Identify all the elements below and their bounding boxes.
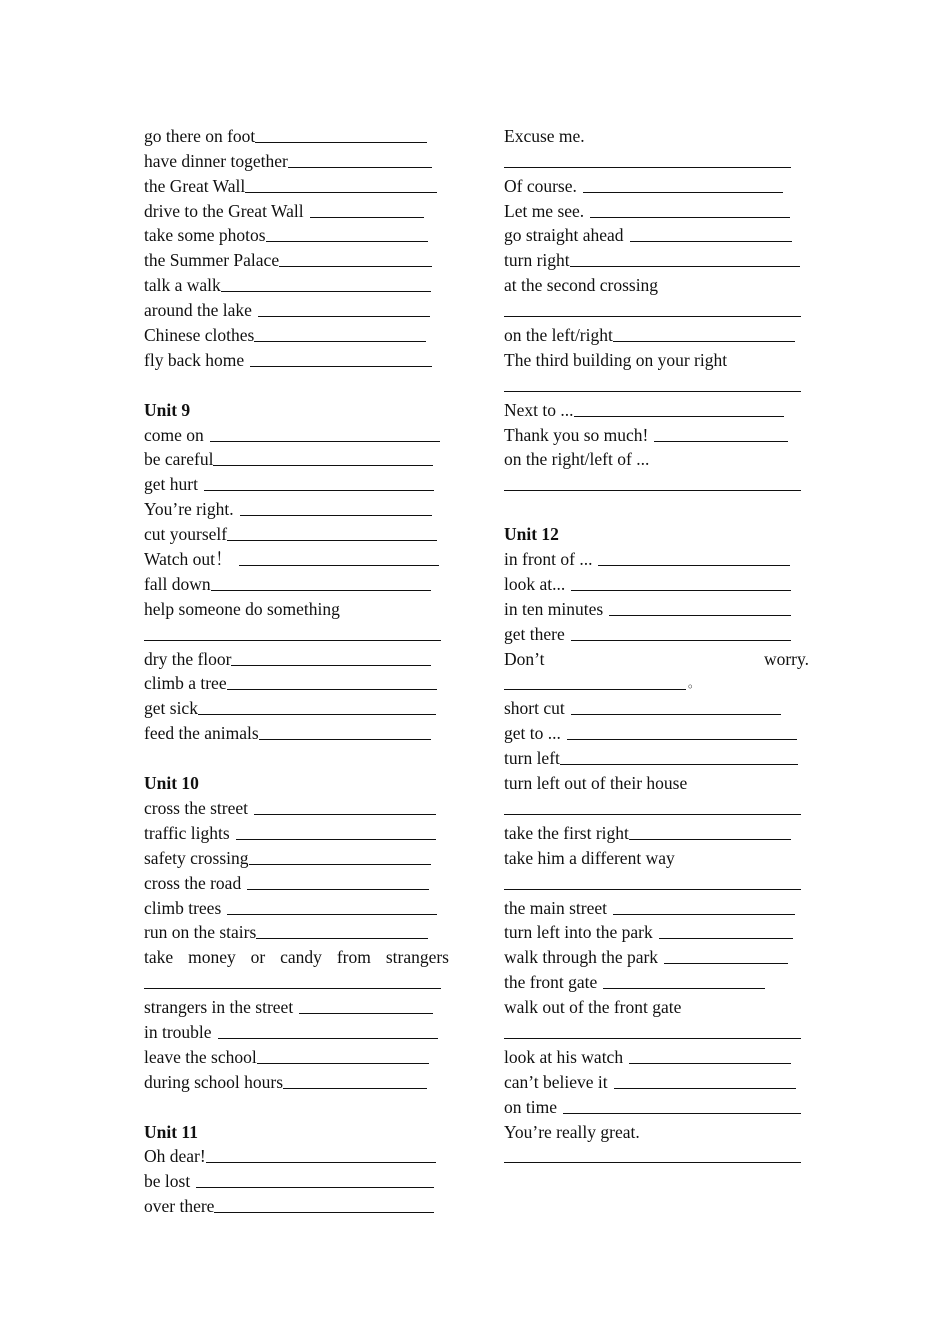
answer-blank[interactable] xyxy=(198,713,436,715)
phrase-line xyxy=(504,1045,809,1070)
phrase-line xyxy=(144,846,449,871)
answer-blank[interactable] xyxy=(255,141,427,143)
phrase-line xyxy=(144,796,449,821)
phrase-line xyxy=(504,423,809,448)
phrase-line xyxy=(144,547,449,572)
answer-blank[interactable] xyxy=(664,962,788,964)
phrase-text: The third building on your right xyxy=(504,349,728,370)
answer-blank[interactable] xyxy=(144,639,441,641)
phrase-text: turn right xyxy=(504,250,570,271)
phrase-line xyxy=(504,771,809,796)
answer-blank[interactable] xyxy=(211,589,431,591)
answer-blank[interactable] xyxy=(504,688,686,690)
phrase-text: climb trees xyxy=(144,897,222,918)
phrase-text: You’re really great. xyxy=(504,1121,640,1142)
phrase-text: the Great Wall xyxy=(144,175,246,196)
phrase-line xyxy=(504,846,809,871)
phrase-line xyxy=(504,1095,809,1120)
answer-blank[interactable] xyxy=(257,1062,429,1064)
answer-blank[interactable] xyxy=(603,987,765,989)
phrase-line xyxy=(144,273,449,298)
answer-blank[interactable] xyxy=(567,738,797,740)
answer-blank[interactable] xyxy=(629,1062,791,1064)
answer-blank[interactable] xyxy=(279,265,432,267)
answer-blank[interactable] xyxy=(583,191,783,193)
answer-blank[interactable] xyxy=(214,1211,434,1213)
phrase-word: take xyxy=(144,947,174,968)
answer-blank[interactable] xyxy=(218,1037,438,1039)
answer-blank[interactable] xyxy=(571,589,791,591)
unit-heading-text: Unit 12 xyxy=(504,524,559,545)
phrase-line xyxy=(504,696,809,721)
unit-heading-text: Unit 9 xyxy=(144,399,191,420)
phrase-line xyxy=(504,721,809,746)
answer-blank[interactable] xyxy=(571,639,791,641)
phrase-text: Watch out！ xyxy=(144,549,233,570)
answer-blank[interactable] xyxy=(310,216,424,218)
phrase-line xyxy=(144,348,449,373)
answer-line xyxy=(504,871,809,896)
phrase-text: get there xyxy=(504,623,565,644)
answer-blank[interactable] xyxy=(204,489,434,491)
phrase-text: can’t believe it xyxy=(504,1071,608,1092)
phrase-text: around the lake xyxy=(144,300,252,321)
answer-blank[interactable] xyxy=(504,489,801,491)
phrase-line xyxy=(504,323,809,348)
answer-blank[interactable] xyxy=(144,987,441,989)
answer-blank[interactable] xyxy=(574,415,784,417)
answer-blank[interactable] xyxy=(613,913,795,915)
phrase-text: Chinese clothes xyxy=(144,325,255,346)
phrase-line xyxy=(144,423,449,448)
phrase-line xyxy=(504,597,809,622)
phrase-text: cross the road xyxy=(144,872,242,893)
answer-blank[interactable] xyxy=(245,191,437,193)
answer-blank[interactable] xyxy=(299,1012,433,1014)
answer-blank[interactable] xyxy=(560,763,798,765)
phrase-text: in front of ... xyxy=(504,549,593,570)
phrase-line xyxy=(144,921,449,946)
answer-blank[interactable] xyxy=(571,713,781,715)
phrase-line xyxy=(144,1169,449,1194)
phrase-line xyxy=(144,472,449,497)
phrase-line xyxy=(144,721,449,746)
answer-blank[interactable] xyxy=(206,1161,436,1163)
phrase-line xyxy=(144,522,449,547)
phrase-line xyxy=(144,224,449,249)
phrase-line xyxy=(144,597,449,622)
phrase-text: strangers in the street xyxy=(144,997,294,1018)
answer-blank[interactable] xyxy=(266,240,428,242)
phrase-text: take the first right xyxy=(504,822,629,843)
phrase-word: money xyxy=(188,947,236,968)
answer-line xyxy=(504,1020,809,1045)
phrase-text: climb a tree xyxy=(144,673,227,694)
answer-blank[interactable] xyxy=(570,265,800,267)
answer-line xyxy=(504,373,809,398)
phrase-line xyxy=(144,1145,449,1170)
phrase-text: on the right/left of ... xyxy=(504,449,650,470)
phrase-text: get hurt xyxy=(144,474,198,495)
answer-blank[interactable] xyxy=(256,937,428,939)
phrase-line xyxy=(504,224,809,249)
answer-line xyxy=(504,472,809,497)
phrase-word: Don’t xyxy=(504,648,545,669)
unit-heading xyxy=(144,771,449,796)
phrase-text: in trouble xyxy=(144,1021,212,1042)
answer-blank[interactable] xyxy=(504,166,791,168)
phrase-line xyxy=(504,398,809,423)
phrase-line xyxy=(504,448,809,473)
phrase-line xyxy=(144,871,449,896)
spacer-line xyxy=(144,746,449,771)
phrase-line xyxy=(504,921,809,946)
period-mark: 。 xyxy=(688,676,701,691)
phrase-text: get to ... xyxy=(504,723,561,744)
phrase-text: have dinner together xyxy=(144,150,288,171)
phrase-word: worry. xyxy=(763,648,809,669)
phrase-line xyxy=(144,1020,449,1045)
answer-blank[interactable] xyxy=(283,1087,427,1089)
answer-line xyxy=(504,149,809,174)
phrase-line xyxy=(504,622,809,647)
spacer-line xyxy=(144,373,449,398)
phrase-line xyxy=(504,945,809,970)
answer-blank[interactable] xyxy=(504,1037,801,1039)
phrase-text: the front gate xyxy=(504,972,598,993)
answer-blank[interactable] xyxy=(254,340,426,342)
phrase-text: over there xyxy=(144,1196,215,1217)
phrase-text: You’re right. xyxy=(144,499,234,520)
left-column xyxy=(144,124,449,1219)
phrase-line xyxy=(144,248,449,273)
phrase-word: or xyxy=(250,947,266,968)
phrase-text: in ten minutes xyxy=(504,598,604,619)
phrase-text: Excuse me. xyxy=(504,125,585,146)
phrase-line xyxy=(504,547,809,572)
answer-line xyxy=(144,970,449,995)
phrase-line xyxy=(144,945,449,970)
phrase-text: come on xyxy=(144,424,204,445)
phrase-text: take him a different way xyxy=(504,847,675,868)
phrase-line xyxy=(504,970,809,995)
phrase-text: take some photos xyxy=(144,225,266,246)
answer-blank[interactable] xyxy=(609,614,791,616)
answer-blank[interactable] xyxy=(210,440,440,442)
phrase-text: get sick xyxy=(144,698,198,719)
phrase-text: Let me see. xyxy=(504,200,585,221)
phrase-text: the main street xyxy=(504,897,608,918)
answer-blank[interactable] xyxy=(227,913,437,915)
phrase-line xyxy=(144,1070,449,1095)
answer-blank[interactable] xyxy=(504,1161,801,1163)
spacer-line xyxy=(504,497,809,522)
phrase-line xyxy=(504,821,809,846)
phrase-line xyxy=(144,647,449,672)
answer-blank[interactable] xyxy=(258,315,430,317)
phrase-text: walk through the park xyxy=(504,947,659,968)
answer-blank[interactable] xyxy=(629,838,791,840)
answer-blank[interactable] xyxy=(504,888,801,890)
phrase-line xyxy=(504,124,809,149)
unit-heading xyxy=(504,522,809,547)
phrase-line xyxy=(504,199,809,224)
phrase-text: fly back home xyxy=(144,349,245,370)
phrase-text: run on the stairs xyxy=(144,922,257,943)
phrase-line xyxy=(504,273,809,298)
answer-blank[interactable] xyxy=(227,539,437,541)
spacer-line xyxy=(144,1095,449,1120)
phrase-line xyxy=(144,149,449,174)
phrase-text: on time xyxy=(504,1096,557,1117)
phrase-line xyxy=(504,647,809,672)
answer-line xyxy=(504,1145,809,1170)
phrase-text: dry the floor xyxy=(144,648,232,669)
answer-blank[interactable] xyxy=(504,315,801,317)
phrase-text: walk out of the front gate xyxy=(504,997,682,1018)
answer-blank[interactable] xyxy=(614,1087,796,1089)
right-column xyxy=(504,124,809,1169)
phrase-text: be careful xyxy=(144,449,214,470)
unit-heading xyxy=(144,1120,449,1145)
answer-blank[interactable] xyxy=(504,390,801,392)
phrase-text: feed the animals xyxy=(144,723,259,744)
phrase-text: during school hours xyxy=(144,1071,284,1092)
answer-blank[interactable] xyxy=(504,813,801,815)
answer-blank[interactable] xyxy=(659,937,793,939)
answer-blank[interactable] xyxy=(231,664,431,666)
phrase-word: from xyxy=(336,947,371,968)
phrase-text: go straight ahead xyxy=(504,225,624,246)
phrase-line xyxy=(144,174,449,199)
phrase-text: help someone do something xyxy=(144,598,340,619)
phrase-text: Of course. xyxy=(504,175,577,196)
phrase-text: the Summer Palace xyxy=(144,250,280,271)
answer-blank[interactable] xyxy=(563,1112,801,1114)
answer-blank[interactable] xyxy=(239,564,439,566)
answer-blank[interactable] xyxy=(249,863,431,865)
phrase-line xyxy=(504,1120,809,1145)
phrase-word: candy xyxy=(280,947,322,968)
answer-blank[interactable] xyxy=(254,813,436,815)
answer-line xyxy=(504,796,809,821)
phrase-text: talk a walk xyxy=(144,275,221,296)
phrase-text: cut yourself xyxy=(144,524,228,545)
phrase-text: at the second crossing xyxy=(504,275,659,296)
phrase-line xyxy=(504,896,809,921)
unit-heading xyxy=(144,398,449,423)
phrase-text: turn left out of their house xyxy=(504,773,688,794)
phrase-text: look at his watch xyxy=(504,1046,624,1067)
answer-blank[interactable] xyxy=(288,166,432,168)
phrase-line xyxy=(504,746,809,771)
phrase-line xyxy=(144,572,449,597)
phrase-line xyxy=(144,821,449,846)
phrase-line xyxy=(144,323,449,348)
answer-blank[interactable] xyxy=(236,838,436,840)
phrase-line xyxy=(144,124,449,149)
phrase-text: turn left into the park xyxy=(504,922,653,943)
phrase-text: be lost xyxy=(144,1171,191,1192)
answer-blank[interactable] xyxy=(613,340,795,342)
answer-blank[interactable] xyxy=(654,440,788,442)
answer-blank[interactable] xyxy=(221,290,431,292)
answer-blank[interactable] xyxy=(213,464,433,466)
phrase-text: short cut xyxy=(504,698,565,719)
phrase-text: traffic lights xyxy=(144,822,230,843)
phrase-line xyxy=(144,896,449,921)
answer-blank[interactable] xyxy=(250,365,432,367)
phrase-line xyxy=(144,448,449,473)
answer-line xyxy=(144,622,449,647)
unit-heading-text: Unit 11 xyxy=(144,1121,198,1142)
phrase-text: leave the school xyxy=(144,1046,257,1067)
phrase-line xyxy=(144,497,449,522)
phrase-text: Thank you so much! xyxy=(504,424,649,445)
phrase-line xyxy=(504,1070,809,1095)
unit-heading-text: Unit 10 xyxy=(144,773,199,794)
phrase-text: Next to ... xyxy=(504,399,574,420)
phrase-text: cross the street xyxy=(144,797,248,818)
phrase-text: go there on foot xyxy=(144,125,256,146)
phrase-text: drive to the Great Wall xyxy=(144,200,304,221)
answer-blank[interactable] xyxy=(630,240,792,242)
answer-line xyxy=(504,672,809,697)
phrase-word: strangers xyxy=(385,947,449,968)
phrase-line xyxy=(144,1045,449,1070)
phrase-text: Oh dear! xyxy=(144,1146,206,1167)
phrase-line xyxy=(144,672,449,697)
phrase-line xyxy=(504,348,809,373)
phrase-text: fall down xyxy=(144,573,211,594)
phrase-line xyxy=(504,572,809,597)
phrase-line xyxy=(504,174,809,199)
answer-blank[interactable] xyxy=(247,888,429,890)
phrase-line xyxy=(144,995,449,1020)
phrase-line xyxy=(504,248,809,273)
phrase-line xyxy=(144,696,449,721)
answer-blank[interactable] xyxy=(240,514,432,516)
phrase-line xyxy=(144,199,449,224)
phrase-line xyxy=(144,298,449,323)
phrase-text: on the left/right xyxy=(504,325,613,346)
answer-line xyxy=(504,298,809,323)
phrase-line xyxy=(144,1194,449,1219)
phrase-text: turn left xyxy=(504,748,560,769)
phrase-line xyxy=(504,995,809,1020)
phrase-text: look at... xyxy=(504,573,566,594)
phrase-text: safety crossing xyxy=(144,847,249,868)
answer-blank[interactable] xyxy=(196,1186,434,1188)
answer-blank[interactable] xyxy=(259,738,431,740)
answer-blank[interactable] xyxy=(227,688,437,690)
answer-blank[interactable] xyxy=(598,564,790,566)
answer-blank[interactable] xyxy=(590,216,790,218)
